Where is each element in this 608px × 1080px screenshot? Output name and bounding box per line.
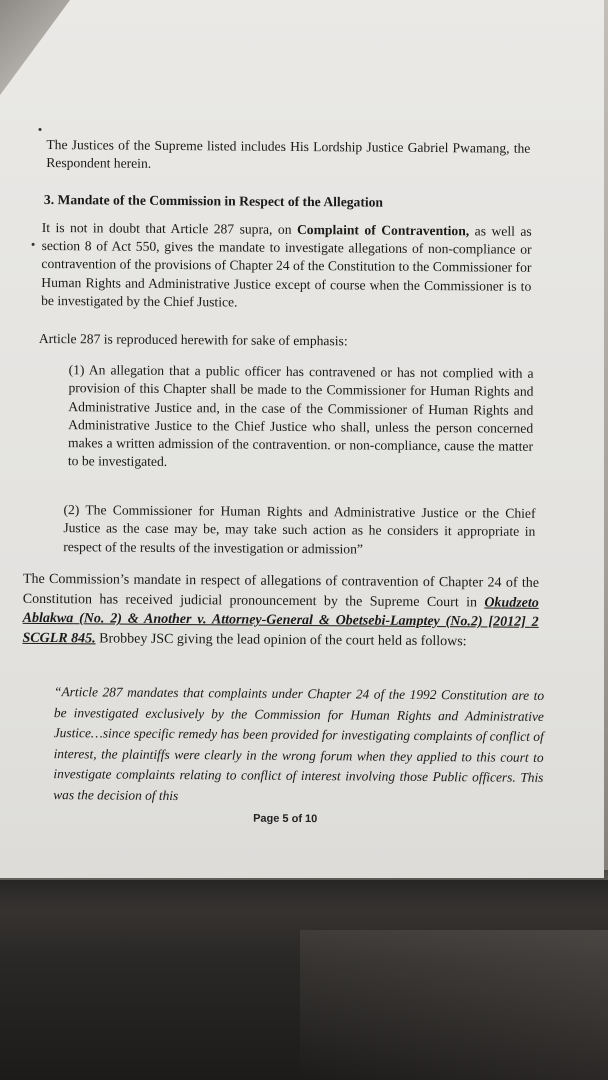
section-heading: 3. Mandate of the Commission in Respect of the Allegation [43, 191, 384, 210]
intro-paragraph: The Justices of the Supreme listed includes His Lordship Justice Gabriel Pwamang, the Respondent herein. [46, 136, 531, 172]
judicial-paragraph-post: Brobbey JSC giving the lead opinion of the court held as follows: [95, 631, 467, 650]
article-287-clause-2: (2) The Commissioner for Human Rights and Administrative Justice or the Chief Justice as the case may be, may take such action as he considers it appropriate in respect of the results of the investigation or admission” [63, 502, 536, 557]
complaint-of-contravention: Complaint of Contravention, [296, 221, 470, 239]
page-number: Page 5 of 10 [253, 812, 318, 826]
article-287-clause-1: (1) An allegation that a public officer has contravened or has not complied with a provision of this Chapter shall be made to the Commissioner for Human Rights and Administrative Justice and, in the case of the Commissioner of Human Rights and Administrative Justice to the Chief Justice who shall, unless the person concerned makes a written admission of the contravention. or non-compliance, cause the matter to be investigated. [67, 362, 534, 470]
mandate-paragraph [41, 219, 532, 314]
case-citation: Okudzeto Ablakwa (No. 2) & Another v. Attorney-General & Obetsebi-Lamptey (No.2) [2012] 2 SCGLR 845. [22, 595, 539, 647]
mandate-paragraph-pre: It is not in doubt that Article 287 supra, on [41, 219, 298, 237]
article-intro-paragraph: Article 287 is reproduced herewith for sake of emphasis: [38, 330, 348, 349]
bullet-mark [32, 243, 35, 246]
bullet-mark [38, 128, 41, 131]
judicial-paragraph-pre: The Commission’s mandate in respect of allegations of contravention of Chapter 24 of the Constitution has received judicial pronouncement by the Supreme Court in [22, 571, 540, 611]
judicial-pronouncement-paragraph [22, 570, 539, 652]
mandate-paragraph-post: as well as section 8 of Act 550, gives the mandate to investigate allegations of non-compliance or contravention of the provisions of Chapter 24 of the Constitution to the Commissioner for Human Rights and Administrative Justice except of course when the Commissioner is to be investigated by the Chief Justice. [41, 223, 532, 310]
brobbey-jsc-quote: “Article 287 mandates that complaints under Chapter 24 of the 1992 Constitution are to be investigated exclusively by the Commission for Human Rights and Administrative Justice…since specific remedy has been provided for investigating complaints of conflict of interest, the plaintiffs were clearly in the wrong forum when they applied to this court to investigate complaints relating to conflict of interest involving those Public officers. This was the decision of this [53, 684, 545, 804]
table-reflection [300, 930, 608, 1080]
